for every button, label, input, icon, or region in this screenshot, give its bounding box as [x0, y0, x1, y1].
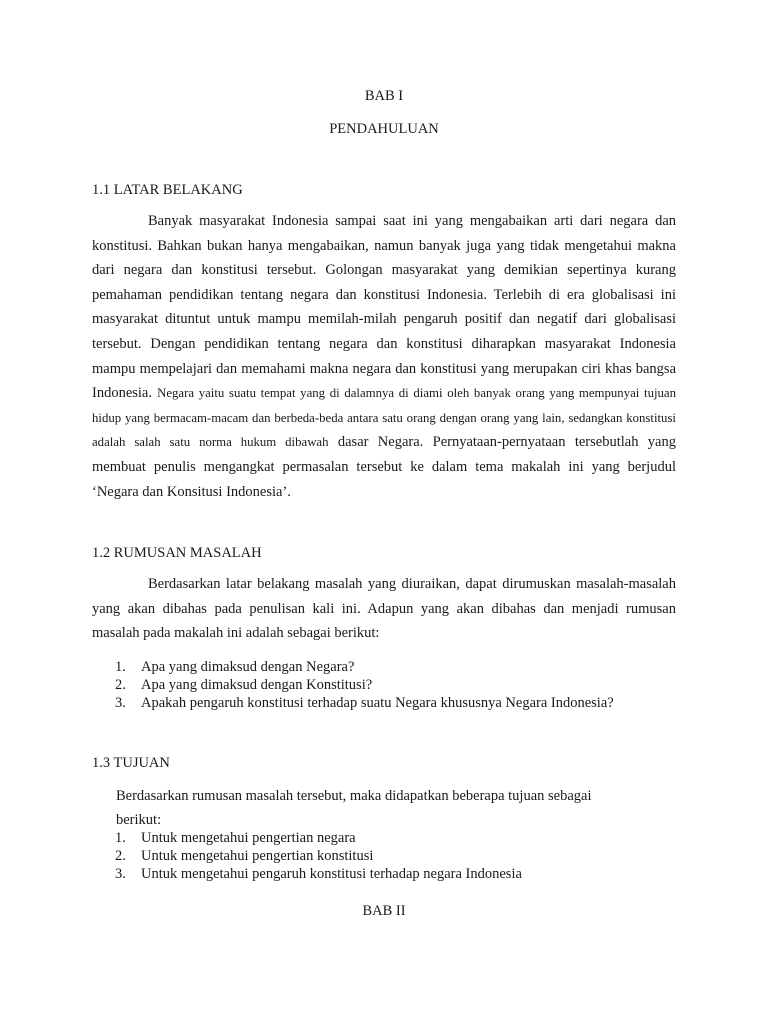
- paragraph-rumusan-masalah: Berdasarkan latar belakang masalah yang diuraikan, dapat dirumuskan masalah-masalah yang akan dibahas pada penulisan kali ini. Adapun yang akan dibahas dan menjadi rumusan masalah pada makalah ini adalah sebagai berikut:: [92, 576, 676, 642]
- chapter-number: BAB I: [364, 88, 404, 104]
- section-heading-rumusan-masalah: 1.2 RUMUSAN MASALAH: [92, 545, 262, 561]
- list-item-number: 2.: [115, 848, 126, 864]
- list-item: [115, 865, 522, 883]
- chapter-title: PENDAHULUAN: [329, 121, 439, 137]
- paragraph-text-c: dasar Negara. Pernyataan-pernyataan tersebutlah yang membuat penulis mengangkat permasalan tersebut ke dalam tema makalah ini yang berjudul ‘Negara dan Konsitusi Indonesia’.: [92, 434, 676, 500]
- list-item-text: Untuk mengetahui pengertian negara: [141, 830, 356, 846]
- chapter-number-2: BAB II: [362, 903, 406, 919]
- tujuan-intro-line1: Berdasarkan rumusan masalah tersebut, maka didapatkan beberapa tujuan sebagai: [116, 788, 592, 804]
- list-item: [115, 658, 614, 676]
- list-item-text: Untuk mengetahui pengaruh konstitusi terhadap negara Indonesia: [141, 866, 522, 882]
- list-item-text: Apakah pengaruh konstitusi terhadap suatu Negara khususnya Negara Indonesia?: [141, 695, 614, 711]
- list-item: [115, 847, 522, 865]
- paragraph-text-b: Negara yaitu suatu tempat yang di dalamnya di diami oleh banyak orang yang mempunyai tujuan hidup yang bermacam-macam dan berbeda-beda antara satu orang dengan orang yang lain, sedangkan konstitusi adalah salah satu norma hukum dibawah: [92, 386, 676, 450]
- tujuan-list: [115, 829, 522, 883]
- tujuan-intro-line2: berikut:: [116, 812, 162, 828]
- paragraph-latar-belakang: [92, 209, 676, 504]
- list-item-number: 3.: [115, 866, 126, 882]
- list-item-number: 3.: [115, 695, 126, 711]
- list-item-text: Untuk mengetahui pengertian konstitusi: [141, 848, 374, 864]
- list-item-text: Apa yang dimaksud dengan Konstitusi?: [141, 677, 373, 693]
- rumusan-masalah-list: [115, 658, 614, 712]
- list-item: [115, 694, 614, 712]
- list-item-text: Apa yang dimaksud dengan Negara?: [141, 659, 355, 675]
- list-item-number: 1.: [115, 830, 126, 846]
- list-item-number: 1.: [115, 659, 126, 675]
- section-heading-latar-belakang: 1.1 LATAR BELAKANG: [92, 182, 243, 198]
- list-item: [115, 676, 614, 694]
- paragraph-text-a: Banyak masyarakat Indonesia sampai saat ini yang mengabaikan arti dari negara dan konstitusi. Bahkan bukan hanya mengabaikan, namun banyak juga yang tidak mengetahui makna dari negara dan konstitusi tersebut. Golongan masyarakat yang demikian sepertinya kurang pemahaman pendidikan tentang negara dan konstitusi Indonesia. Terlebih di era globalisasi ini masyarakat dituntut untuk mampu memilah-milah pengaruh positif dan negatif dari globalisasi tersebut. Dengan pendidikan tentang negara dan konstitusi diharapkan masyarakat Indonesia mampu mempelajari dan memahami makna negara dan konstitusi yang merupakan ciri khas bangsa Indonesia.: [92, 213, 676, 402]
- list-item: [115, 829, 522, 847]
- list-item-number: 2.: [115, 677, 126, 693]
- section-heading-tujuan: 1.3 TUJUAN: [92, 755, 170, 771]
